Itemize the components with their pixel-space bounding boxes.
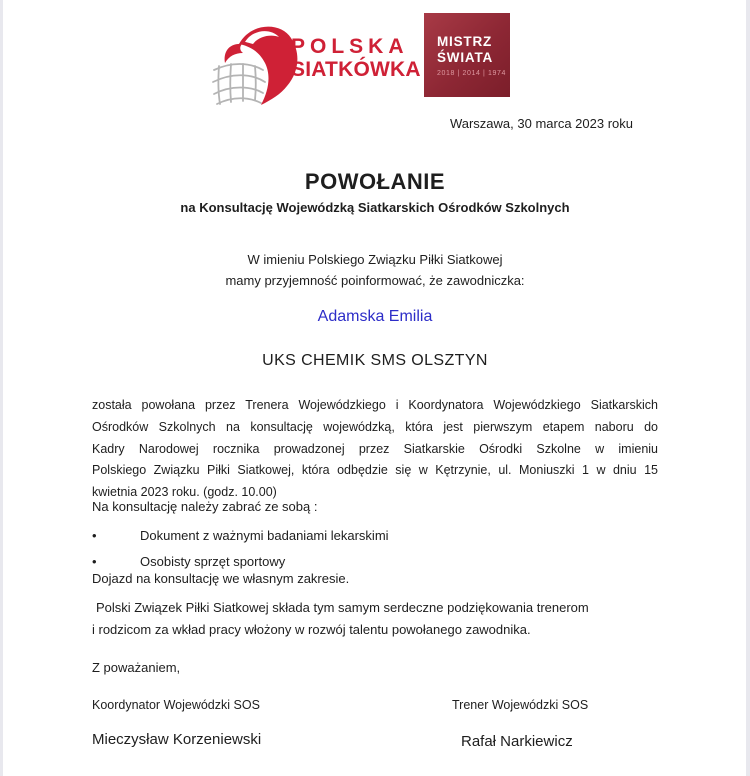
badge-line1: MISTRZ: [437, 33, 493, 49]
paragraph-line: kwietnia 2023 roku. (godz. 10.00): [92, 485, 277, 500]
signature-title-left: Koordynator Wojewódzki SOS: [92, 698, 260, 712]
player-name: Adamska Emilia: [317, 308, 433, 325]
bullet-icon: •: [92, 553, 97, 569]
bullet-list: [92, 522, 658, 574]
brand-line1: POLSKA: [291, 35, 409, 58]
thanks-line2: i rodzicom za wkład pracy włożony w rozwój talentu powołanego zawodnika.: [92, 621, 531, 637]
paragraph-line: Ośrodków Szkolnych na konsultację wojewódzką, która jest pierwszym etapem naboru do: [92, 419, 658, 434]
badge-years: 2018 | 2014 | 1974: [437, 69, 506, 77]
document-subtitle: na Konsultację Wojewódzką Siatkarskich Ośrodków Szkolnych: [180, 200, 570, 215]
closing-salutation: Z poważaniem,: [92, 660, 181, 675]
paragraph-line: Kadry Narodowej rocznika prowadzonej przez Siatkarskie Ośrodki Szkolne w imieniu: [92, 441, 658, 456]
dateline: Warszawa, 30 marca 2023 roku: [449, 116, 633, 131]
player-club: UKS CHEMIK SMS OLSZTYN: [262, 352, 488, 369]
brand-wordmark: [291, 35, 421, 81]
signature-title-right: Trener Wojewódzki SOS: [452, 698, 589, 712]
eagle-volleyball-icon: [211, 20, 301, 108]
badge-line2: ŚWIATA: [437, 49, 494, 65]
brand-line2: SIATKÓWKA: [291, 58, 421, 81]
intro-line2: mamy przyjemność poinformować, że zawodniczka:: [225, 273, 525, 288]
bullet-item: [92, 522, 658, 548]
signature-name-left: Mieczysław Korzeniewski: [92, 731, 262, 748]
document-title: POWOŁANIE: [304, 169, 446, 194]
thanks-line1: Polski Związek Piłki Siatkowej składa tym samym serdeczne podziękowania trenerom: [96, 600, 589, 615]
intro-line1: W imieniu Polskiego Związku Piłki Siatkowej: [247, 252, 503, 267]
bullet-icon: •: [92, 527, 97, 543]
intro-block: [0, 249, 750, 291]
paragraph-line: została powołana przez Trenera Wojewódzkiego i Koordynatora Wojewódzkiego Siatkarskich: [92, 398, 658, 412]
travel-note: Dojazd na konsultację we własnym zakresie.: [92, 571, 350, 586]
paragraph-line: Polskiego Związku Piłki Siatkowej, która odbędzie się w Kętrzynie, ul. Moniuszki 1 w dniu 15: [92, 463, 658, 478]
main-paragraph: [92, 395, 658, 504]
bullet-text: Osobisty sprzęt sportowy: [140, 553, 286, 569]
world-champion-badge: [424, 13, 510, 97]
page-right-edge: [746, 0, 750, 776]
thanks-paragraph: [92, 597, 589, 640]
bring-intro: Na konsultację należy zabrać ze sobą :: [92, 499, 318, 514]
bullet-text: Dokument z ważnymi badaniami lekarskimi: [140, 527, 389, 543]
signature-name-right: Rafał Narkiewicz: [461, 733, 573, 750]
